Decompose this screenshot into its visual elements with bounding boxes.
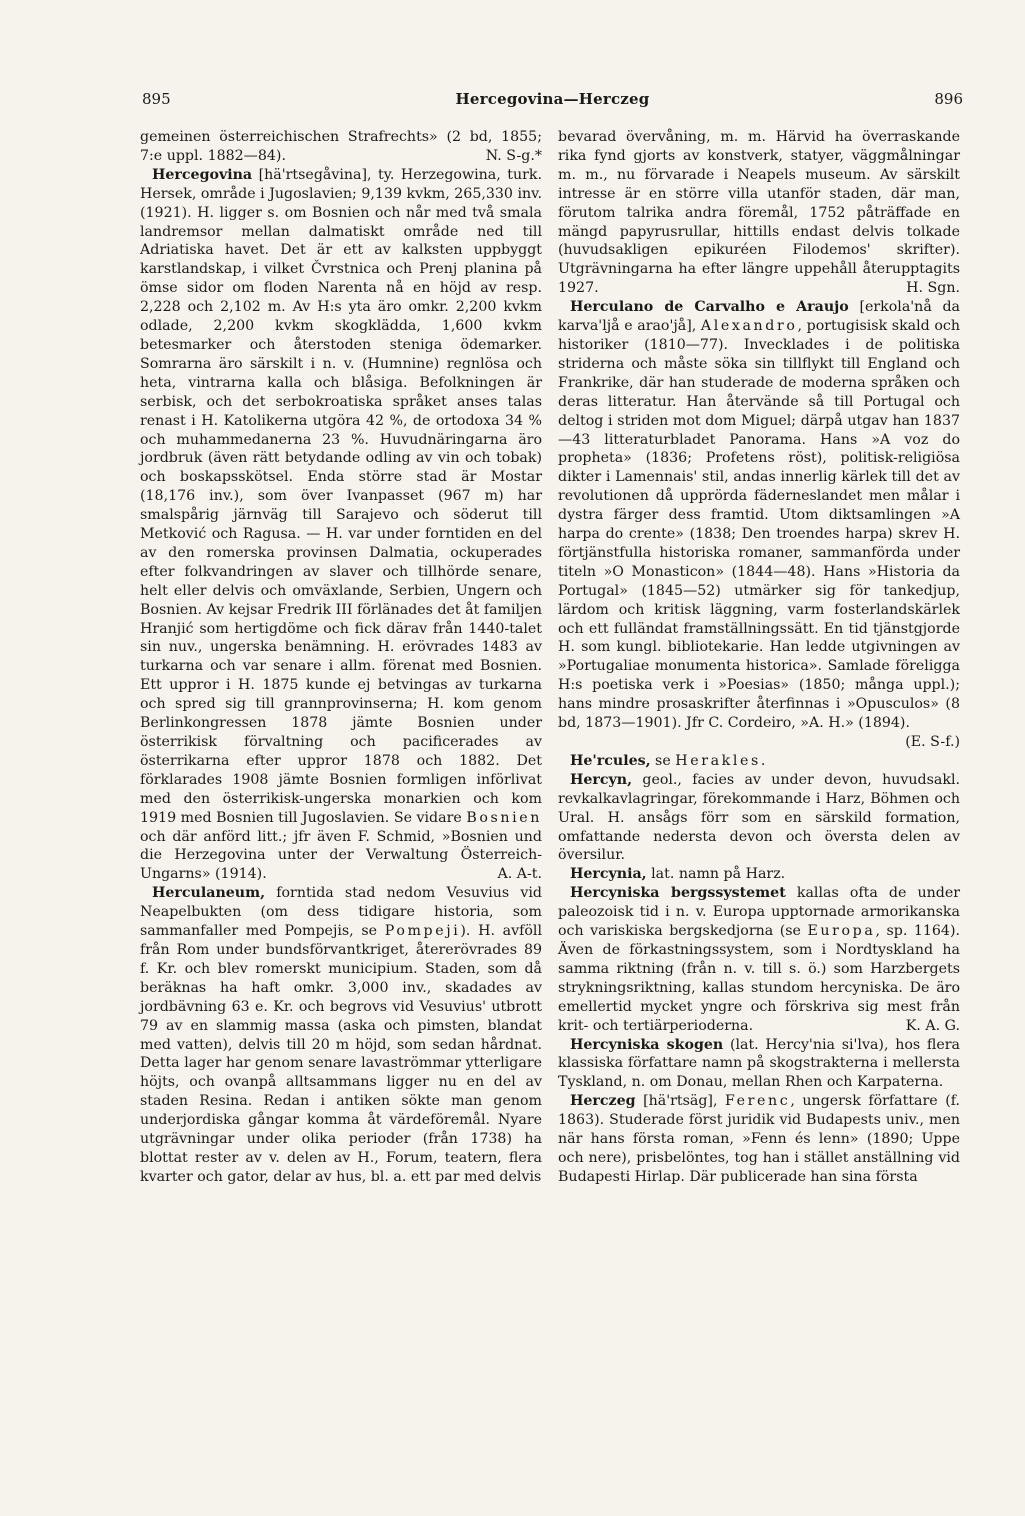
entry-text: och där anförd litt.; jfr även F. Schmid, »Bosnien und die Herzegovina unter der Verwaltung Österreich-Ungarns» (1914). (140, 828, 542, 883)
right-column (558, 128, 960, 1187)
entry-text: lat. namn på Harz. (646, 866, 786, 883)
cross-reference: Ferenc (725, 1093, 791, 1110)
entry-continuation (558, 128, 960, 298)
running-title: Hercegovina—Herczeg (455, 90, 650, 108)
entry-text: bevarad övervåning, m. m. Härvid ha överraskande rika fynd gjorts av konstverk, statyer, väggmålningar m. m., nu förvarade i Neapels museum. Av särskilt intresse är en större villa utanför staden, där man, förutom talrika andra föremål, 1752 påträffade en mängd papyrusrullar, hittills endast delvis tolkade (huvudsakligen epikuréen Filodemos' skrifter). Utgrävningarna ha efter längre uppehåll återupptagits 1927. (558, 129, 960, 297)
entry-text: (lat. Hercy'nia si'lva), hos flera klassiska författare namn på skogstrakterna i mellersta Tyskland, n. om Donau, mellan Rhen och Karpaterna. (558, 1036, 960, 1091)
entry-hercyniska-skogen (558, 1036, 960, 1093)
entry-headword: Hercynia, (570, 866, 647, 883)
cross-reference: Bosnien (466, 809, 542, 826)
entry-headword: Herczeg (570, 1093, 636, 1110)
cross-reference: Alexandro (700, 318, 798, 335)
entry-text: [hä'rtsäg], (635, 1093, 726, 1110)
left-column (140, 128, 542, 1187)
page-header (142, 90, 963, 116)
entry-text: kallas ofta de under paleozoisk tid i n. v. Europa upptornade armorikanska och variskiska bergskedjorna (se (558, 885, 961, 940)
author-signature: N. S-g.* (485, 147, 542, 164)
entry-headword: Hercegovina (152, 166, 253, 183)
entry-headword: He'rcules, (570, 752, 651, 769)
entry-text: gemeinen österreichischen Strafrechts» (2 bd, 1855; 7:e uppl. 1882—84). (140, 129, 542, 164)
entry-headword: Herculano de Carvalho e Araujo (570, 299, 849, 316)
author-signature: A. A-t. (497, 866, 542, 883)
entry-text: forntida stad nedom Vesuvius vid Neapelbukten (om dess tidigare historia, som sammanfaller med Pompejis, se (140, 885, 542, 940)
entry-headword: Hercyn, (570, 771, 633, 788)
entry-herculaneum (140, 884, 542, 1187)
entry-herculano (558, 298, 960, 750)
author-signature: H. Sgn. (906, 280, 960, 297)
entry-text: se (650, 752, 676, 769)
entry-hercynia (558, 865, 960, 884)
entry-text: [erkola'nå da karva'ljå e arao'jå], (558, 299, 960, 335)
page-number-left: 895 (142, 90, 171, 108)
entry-text: geol., facies av under devon, huvudsakl. revkalkavlagringar, förekommande i Harz, Böhmen och Ural. H. ansågs förr som en särskild formation, omfattande nedersta devon och översta delen av översilur. (558, 771, 960, 864)
entry-hercegovina (140, 166, 542, 884)
entry-headword: Hercyniska bergssystemet (570, 885, 786, 902)
cross-reference: Pompeji (384, 923, 461, 940)
entry-headword: Herculaneum, (152, 885, 266, 902)
cross-reference: Europa (807, 923, 876, 940)
entry-hercyniska-bergssystemet (558, 884, 960, 1035)
entry-text: . (760, 752, 766, 769)
entry-herczeg (558, 1092, 960, 1187)
entry-headword: Hercyniska skogen (570, 1036, 724, 1053)
entry-text: [hä'rtsegåvina], ty. Herzegowina, turk. Hersek, område i Jugoslavien; 9,139 kvkm, 265,330 inv. (1921). H. ligger s. om Bosnien och når med två smala landremsor mellan dalmatiskt område ned till Adriatiska havet. Det är ett av kalksten uppbyggt karstlandskap, i vilket Čvrstnica och Prenj planina på ömse sidor om floden Narenta nå en höjd av resp. 2,228 och 2,102 m. Av H:s yta äro omkr. 2,200 kvkm odlade, 2,200 kvkm skogklädda, 1,600 kvkm betesmarker och återstoden steniga ödemarker. Somrarna äro särskilt i n. v. (Humnine) regnlösa och heta, vintrarna kalla och blåsiga. Befolkningen är serbisk, och det serbokroatiska språket anses talas renast i H. Katolikerna utgöra 42 %, de ortodoxa 34 % och muhammedanerna 23 %. Huvudnäringarna äro jordbruk (även rätt betydande odling av vin och tobak) och boskapsskötsel. Enda större stad är Mostar (18,176 inv.), som över Ivanpasset (967 m) har smalspårig järnväg till Sarajevo och söderut till Metković och Ragusa. — H. var under forntiden en del av den romerska provinsen Dalmatia, ockuperades efter folkvandringen av slaver och tillhörde senare, helt eller delvis och omväxlande, Serbien, Ungern och Bosnien. Av kejsar Fredrik III förlänades det åt familjen Hranjić som hertigdöme och fick därav från 1440-talet sin nuv., ungerska benämning. H. erövrades 1483 av turkarna och var senare i allm. förenat med Bosnien. Ett uppror i H. 1875 kunde ej betvingas av turkarna och spred sig till grannprovinserna; H. kom genom Berlinkongressen 1878 jämte Bosnien under österrikisk förvaltning och pacificerades av österrikarna efter uppror 1878 och 1882. Det förklarades 1908 jämte Bosnien formligen införlivat med den österrikisk-ungerska monarkien och kom 1919 med Bosnien till Jugoslavien. Se vidare (140, 166, 542, 826)
page-number-right: 896 (934, 90, 963, 108)
entry-text: , sp. 1164). Även de förkastningssystem, som i Nordtyskland ha samma riktning (från n. v. till s. ö.) som Harzbergets strykningsriktning, kallas stundom hercyniska. De äro emellertid mycket yngre och förskriva sig mest från krit- och tertiärperioderna. (558, 923, 961, 1034)
entry-text: , ungersk författare (f. 1863). Studerade först juridik vid Budapests univ., men när hans första roman, »Fenn és lenn» (1890; Uppe och nere), prisbelöntes, tog han i stället anställning vid Budapesti Hirlap. Där publicerade han sina första (558, 1093, 960, 1185)
entry-continuation (140, 128, 542, 166)
entry-text: , portugisisk skald och historiker (1810—77). Invecklades i de politiska striderna och måste söka sin tillflykt till England och Frankrike, där han studerade de moderna språken och deras litteratur. Han återvände så till Portugal och deltog i striden mot dom Miguel; därpå utgav han 1837—43 litteraturbladet Panorama. Hans »A voz do propheta» (1836; Profetens röst), politisk-religiösa dikter i Lamennais' stil, andas innerlig kärlek till det av revolutionen då upprörda fäderneslandet men målar i dystra färger dess framtid. Utom diktsamlingen »A harpa do crente» (1838; Den troendes harpa) skrev H. förtjänstfulla historiska romaner, sammanförda under titeln »O Monasticon» (1844—48). Hans »Historia da Portugal» (1845—52) utmärker sig för tankedjup, lärdom och kritisk läggning, varm fosterlandskärlek och ett fulländat framställningssätt. En tid tjänstgjorde H. som kungl. bibliotekarie. Han ledde utgivningen av »Portugaliae monumenta historica». Samlade föreligga H:s poetiska verk i »Poesias» (1850; många uppl.); hans mindre prosaskrifter återfinnas i »Opusculos» (8 bd, 1873—1901). Jfr C. Cordeiro, »A. H.» (1894). (558, 318, 960, 732)
entry-hercyn (558, 771, 960, 866)
author-signature: K. A. G. (905, 1017, 960, 1034)
entry-text: ). H. avföll från Rom under bundsförvantkriget, återerövrades 89 f. Kr. och blev romerskt municipium. Staden, som då beräknas ha haft omkr. 3,000 inv., skadades av jordbävning 63 e. Kr. och begrovs vid Vesuvius' utbrott 79 av en slammig massa (aska och pimsten, blandat med vatten), delvis till 20 m höjd, som sedan hårdnat. Detta lager har genom senare lavaströmmar ytterligare höjts, och ovanpå alltsammans ligger nu en del av staden Resina. Redan i antiken sökte man genom underjordiska gångar komma åt värdeföremål. Nyare utgrävningar under olika perioder (från 1738) ha blottat rester av v. delen av H., Forum, teatern, flera kvarter och gator, delar av hus, bl. a. ett par med delvis (140, 923, 542, 1185)
entry-hercules (558, 752, 960, 771)
author-signature: (E. S-f.) (905, 734, 960, 750)
cross-reference: Herakles (675, 752, 761, 769)
